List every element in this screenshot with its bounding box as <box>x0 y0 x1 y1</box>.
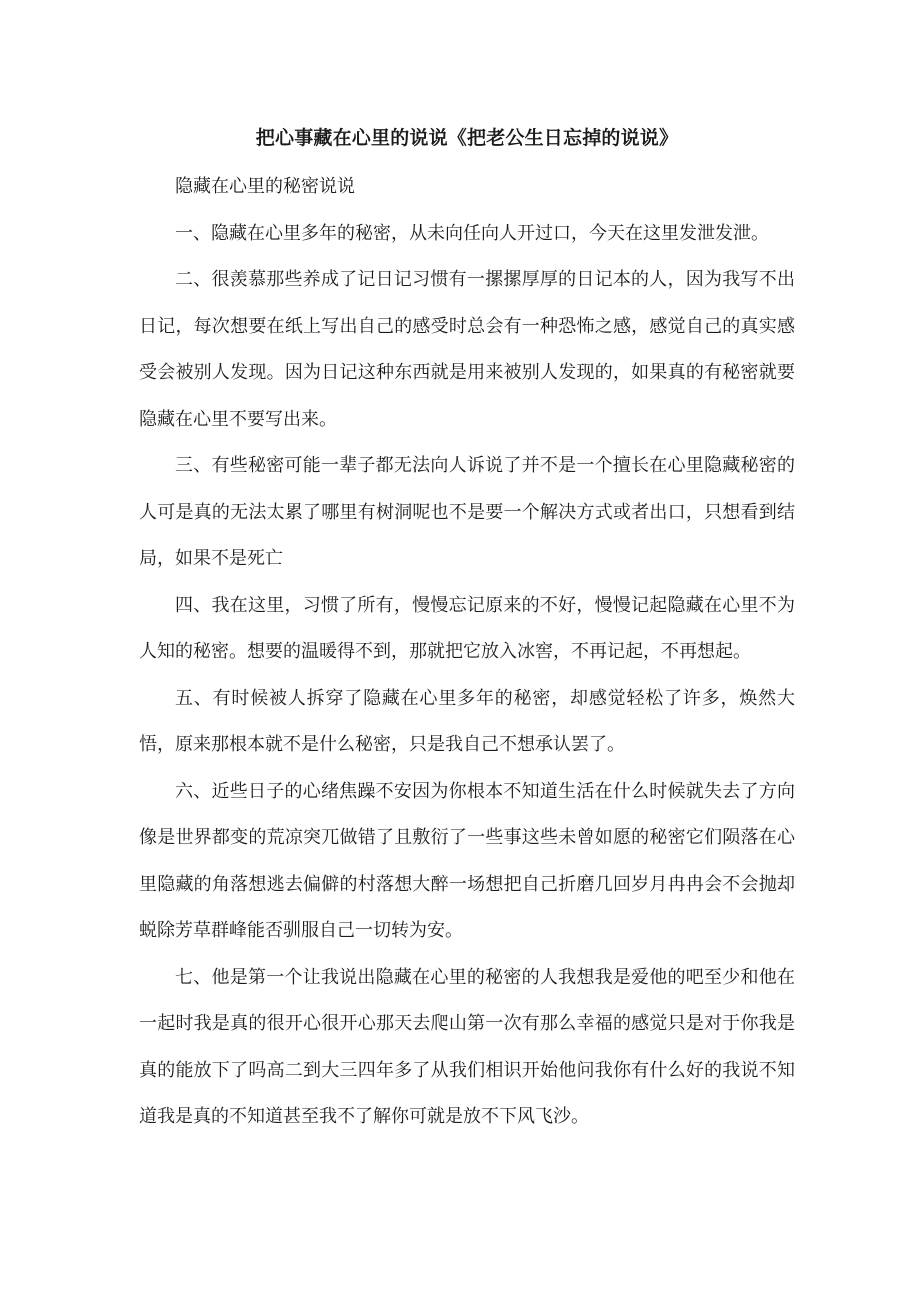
document-title: 把心事藏在心里的说说《把老公生日忘掉的说说》 <box>255 127 679 149</box>
document-page <box>139 118 795 1141</box>
paragraph-3: 三、有些秘密可能一辈子都无法向人诉说了并不是一个擅长在心里隐藏秘密的人可是真的无法太累了哪里有树洞呢也不是要一个解决方式或者出口，只想看到结局，如果不是死亡 <box>139 455 795 569</box>
paragraph-1: 一、隐藏在心里多年的秘密，从未向任向人开过口，今天在这里发泄发泄。 <box>175 222 769 244</box>
paragraph-6: 六、近些日子的心绪焦躁不安因为你根本不知道生活在什么时候就失去了方向像是世界都变的荒凉突兀做错了且敷衍了一些事这些未曾如愿的秘密它们陨落在心里隐藏的角落想逃去偏僻的村落想大醉一场想把自己折磨几回岁月冉冉会不会抛却蜕除芳草群峰能否驯服自己一切转为安。 <box>139 780 795 941</box>
paragraph-5: 五、有时候被人拆穿了隐藏在心里多年的秘密，却感觉轻松了许多，焕然大悟，原来那根本就不是什么秘密，只是我自己不想承认罢了。 <box>139 687 795 755</box>
paragraph-2: 二、很羡慕那些养成了记日记习惯有一摞摞厚厚的日记本的人，因为我写不出日记，每次想要在纸上写出自己的感受时总会有一种恐怖之感，感觉自己的真实感受会被别人发现。因为日记这种东西就是用来被别人发现的，如果真的有秘密就要隐藏在心里不要写出来。 <box>139 269 795 430</box>
paragraph-4: 四、我在这里，习惯了所有，慢慢忘记原来的不好，慢慢记起隐藏在心里不为人知的秘密。想要的温暖得不到，那就把它放入冰窖，不再记起，不再想起。 <box>139 594 795 662</box>
paragraph-7: 七、他是第一个让我说出隐藏在心里的秘密的人我想我是爱他的吧至少和他在一起时我是真的很开心很开心那天去爬山第一次有那么幸福的感觉只是对于你我是真的能放下了吗高二到大三四年多了从我们相识开始他问我你有什么好的我说不知道我是真的不知道甚至我不了解你可就是放不下风飞沙。 <box>139 966 795 1127</box>
section-subtitle: 隐藏在心里的秘密说说 <box>175 176 355 197</box>
